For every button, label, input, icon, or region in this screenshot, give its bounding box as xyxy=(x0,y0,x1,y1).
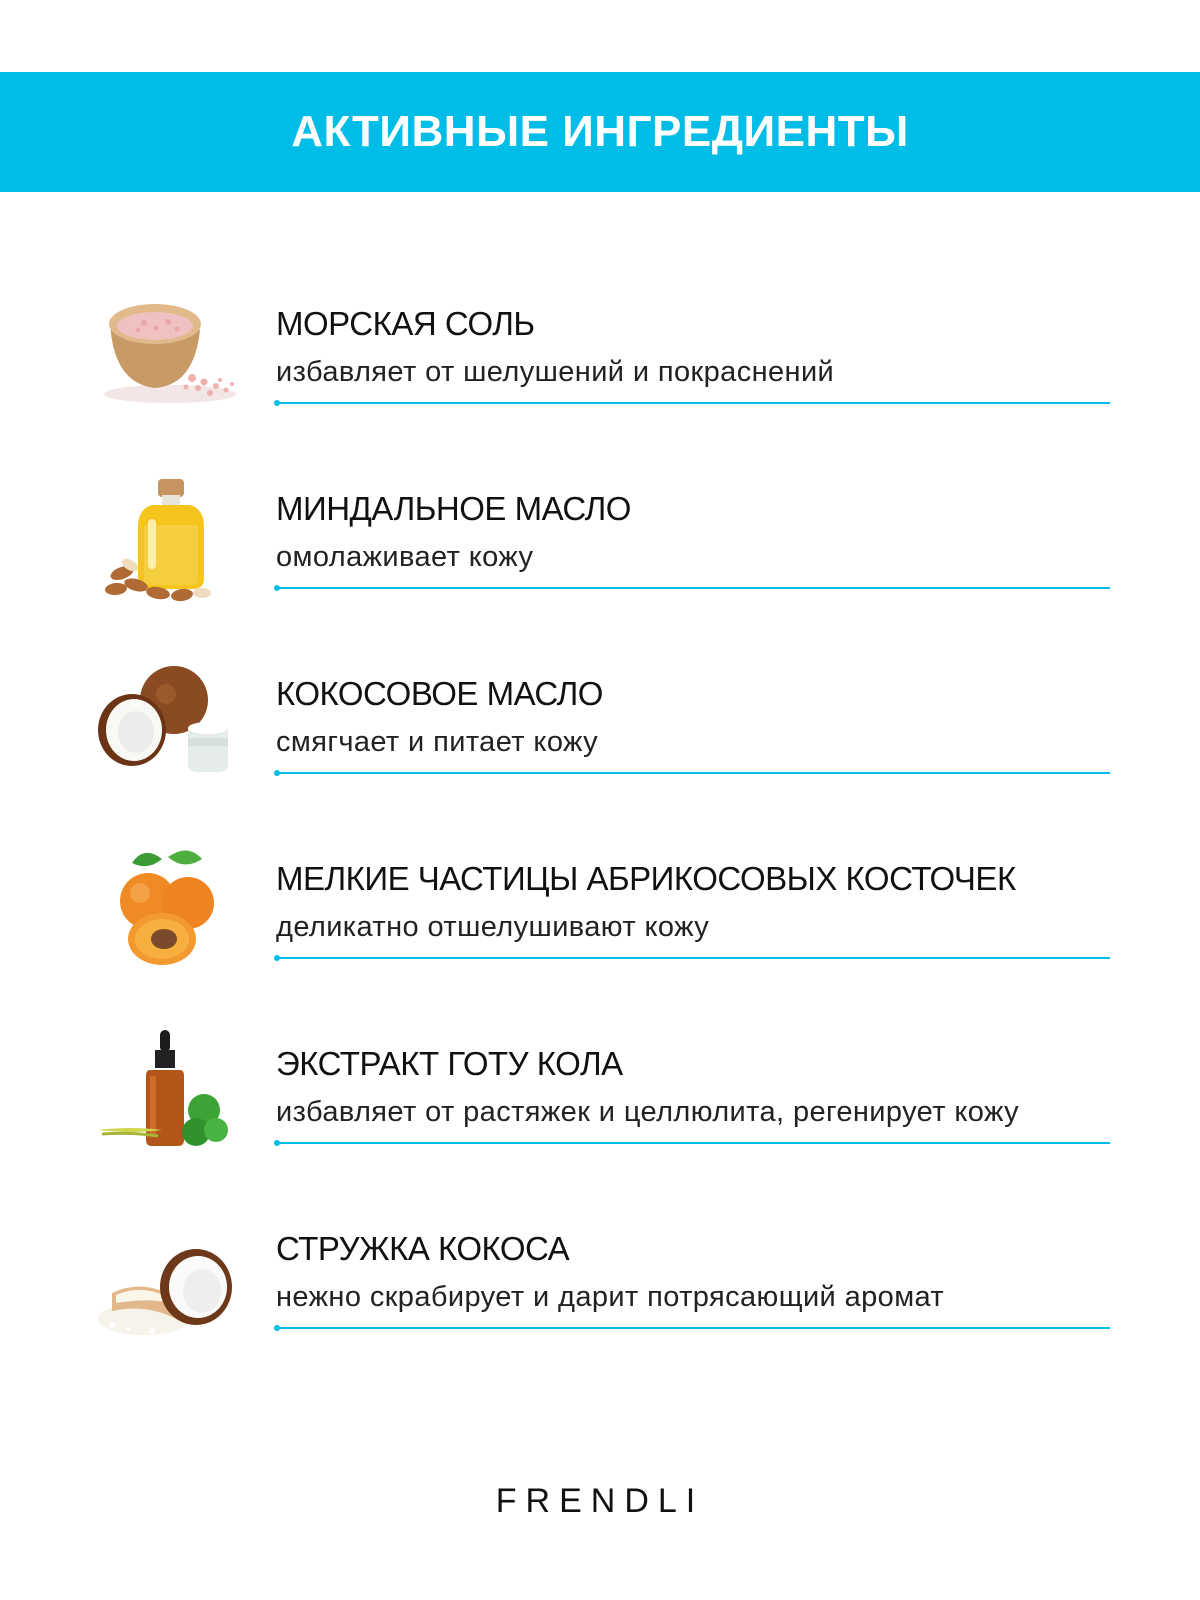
ingredient-item-gotu-kola xyxy=(0,1025,1200,1185)
page-title: АКТИВНЫЕ ИНГРЕДИЕНТЫ xyxy=(291,107,909,156)
ingredient-name: МИНДАЛЬНОЕ МАСЛО xyxy=(276,490,631,527)
ingredient-item-almond-oil xyxy=(0,470,1200,630)
ingredient-item-apricot xyxy=(0,840,1200,1000)
ingredient-item-sea-salt xyxy=(0,285,1200,445)
ingredient-description: нежно скрабирует и дарит потрясающий аромат xyxy=(276,1281,945,1313)
divider-line xyxy=(276,957,1110,959)
apricots-icon xyxy=(92,845,242,975)
sea-salt-bowl-icon xyxy=(92,290,242,420)
almond-oil-jar-icon xyxy=(92,475,242,605)
ingredient-name: ЭКСТРАКТ ГОТУ КОЛА xyxy=(276,1045,623,1082)
header-banner xyxy=(0,72,1200,192)
ingredient-description: деликатно отшелушивают кожу xyxy=(276,911,710,943)
ingredient-description: избавляет от шелушений и покраснений xyxy=(276,356,835,388)
divider-line xyxy=(276,1327,1110,1329)
coconut-oil-jar-icon xyxy=(92,660,242,790)
gotu-kola-dropper-bottle-icon xyxy=(92,1030,242,1160)
divider-line xyxy=(276,587,1110,589)
ingredient-description: омолаживает кожу xyxy=(276,541,534,573)
brand-logo: FRENDLI xyxy=(495,1482,705,1520)
ingredient-description: смягчает и питает кожу xyxy=(276,726,599,758)
ingredient-name: МЕЛКИЕ ЧАСТИЦЫ АБРИКОСОВЫХ КОСТОЧЕК xyxy=(276,860,1016,897)
ingredient-name: СТРУЖКА КОКОСА xyxy=(276,1230,570,1267)
ingredient-name: КОКОСОВОЕ МАСЛО xyxy=(276,675,603,712)
divider-line xyxy=(276,1142,1110,1144)
divider-line xyxy=(276,402,1110,404)
ingredient-name: МОРСКАЯ СОЛЬ xyxy=(276,305,535,342)
ingredient-item-coconut-oil xyxy=(0,655,1200,815)
ingredient-description: избавляет от растяжек и целлюлита, регенирует кожу xyxy=(276,1096,1020,1128)
divider-line xyxy=(276,772,1110,774)
coconut-flakes-icon xyxy=(92,1215,242,1345)
ingredient-item-coconut-flakes xyxy=(0,1210,1200,1370)
